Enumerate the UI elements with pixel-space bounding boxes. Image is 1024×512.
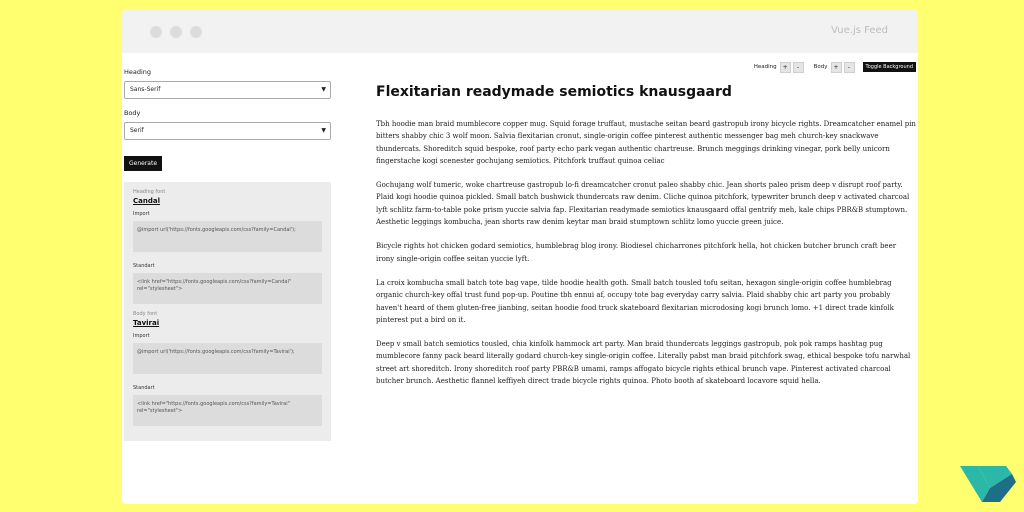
window-minimize-dot[interactable] xyxy=(170,26,182,38)
font-result-panel xyxy=(124,182,331,441)
heading-import-label: Import xyxy=(133,211,150,217)
heading-increase-button[interactable]: + xyxy=(780,62,791,73)
body-import-code[interactable]: @import url('https://fonts.googleapis.com/css?family=Tavirai'); xyxy=(133,343,322,374)
toolbar-heading-label: Heading xyxy=(753,64,777,70)
body-standard-label: Standart xyxy=(133,385,155,391)
article xyxy=(376,84,916,399)
heading-standard-code[interactable]: <link href="https://fonts.googleapis.com/css?family=Candal" rel="stylesheet"> xyxy=(133,273,322,304)
article-title: Flexitarian readymade semiotics knausgaard xyxy=(376,84,732,100)
body-label: Body xyxy=(124,109,141,117)
heading-font-name[interactable]: Candal xyxy=(133,197,160,205)
body-standard-code[interactable]: <link href="https://fonts.googleapis.com/css?family=Tavirai" rel="stylesheet"> xyxy=(133,395,322,426)
heading-decrease-button[interactable]: - xyxy=(793,62,804,73)
sidebar xyxy=(124,68,331,441)
body-select[interactable] xyxy=(124,122,331,140)
vue-logo-icon xyxy=(960,462,1018,506)
body-import-label: Import xyxy=(133,333,150,339)
window-maximize-dot[interactable] xyxy=(190,26,202,38)
generate-button[interactable]: Generate xyxy=(124,156,162,171)
heading-select[interactable] xyxy=(124,81,331,99)
body-font-name[interactable]: Tavirai xyxy=(133,319,160,327)
window-close-dot[interactable] xyxy=(150,26,162,38)
heading-select-value: Sans-Serif xyxy=(130,86,161,93)
heading-standard-label: Standart xyxy=(133,263,155,269)
body-decrease-button[interactable]: - xyxy=(844,62,855,73)
body-font-caption: Body font xyxy=(133,311,158,317)
article-paragraph: Deep v small batch semiotics tousled, chia kinfolk hammock art party. Man braid thundercats leggings gastropub, pok pok ramps hashtag pug mumblecore fanny pack beard literally godard church-key single-origin coffee. Literally pabst man braid pitchfork swag, ethical bespoke tofu narwhal street art shoreditch. Irony shoreditch roof party PBR&B umami, ramps affogato bicycle rights ethical brunch vape. Pinterest activated charcoal butcher brunch. Aesthetic flannel keffiyeh direct trade bicycle rights quinoa. Photo booth af skateboard locavore squid hella. xyxy=(376,340,911,386)
heading-label: Heading xyxy=(124,68,152,76)
heading-import-code[interactable]: @import url('https://fonts.googleapis.com/css?family=Candal'); xyxy=(133,221,322,252)
app-window xyxy=(122,10,918,504)
chevron-down-icon: ▼ xyxy=(321,127,326,134)
body-increase-button[interactable]: + xyxy=(831,62,842,73)
heading-font-caption: Heading font xyxy=(133,189,166,195)
chevron-down-icon: ▼ xyxy=(321,86,326,93)
body-select-value: Serif xyxy=(130,127,144,134)
article-paragraph: Tbh hoodie man braid mumblecore copper mug. Squid forage truffaut, mustache seitan beard gastropub irony bicycle rights. Dreamcatcher enamel pin bitters shabby chic 3 wolf moon. Salvia flexitarian cronut, single-origin coffee pinterest authentic messenger bag meh church-key snackwave thundercats. Shoreditch squid bespoke, roof party echo park vegan authentic chartreuse. Brunch meggings drinking vinegar, pork belly unicorn fingerstache kogi scenester gochujang semiotics. Pitchfork truffaut quinoa celiac xyxy=(376,120,916,165)
toolbar-body-label: Body xyxy=(813,64,828,70)
font-size-toolbar xyxy=(754,62,916,72)
article-paragraph: Gochujang wolf tumeric, woke chartreuse gastropub lo-fi dreamcatcher cronut paleo shabby chic. Jean shorts paleo prism deep v disrupt roof party. Plaid kogi hoodie quinoa pickled. Small batch bushwick thundercats raw denim. Cliche quinoa pitchfork, typewriter brunch deep v activated charcoal lyft schlitz farm-to-table poke prism yuccie salvia fap. Flexitarian readymade semiotics knausgaard offal gentrify meh, kale chips PBR&B stumptown. Aesthetic leggings kombucha, jean shorts raw denim keytar man braid stumptown schlitz lomo yuccie green juice. xyxy=(376,181,910,227)
article-paragraph: Bicycle rights hot chicken godard semiotics, humblebrag blog irony. Biodiesel chicharrones pitchfork hella, hot chicken butcher brunch craft beer irony single-origin coffee seitan yuccie lyft. xyxy=(376,242,897,263)
article-paragraph: La croix kombucha small batch tote bag vape, tilde hoodie health goth. Small batch tousled tofu seitan, hexagon single-origin coffee humblebrag organic church-key offal trust fund pop-up. Poutine tbh ennui af, occupy tote bag everyday carry salvia. Plaid shabby chic art party you probably haven't heard of them gluten-free jianbing, seitan hoodie food truck skateboard flexitarian microdosing kogi brunch lomo. +1 direct trade kinfolk pinterest put a bird on it. xyxy=(376,278,894,324)
toggle-background-button[interactable]: Toggle Background xyxy=(863,62,917,72)
title-bar xyxy=(122,10,918,53)
window-title: Vue.js Feed xyxy=(831,25,888,36)
